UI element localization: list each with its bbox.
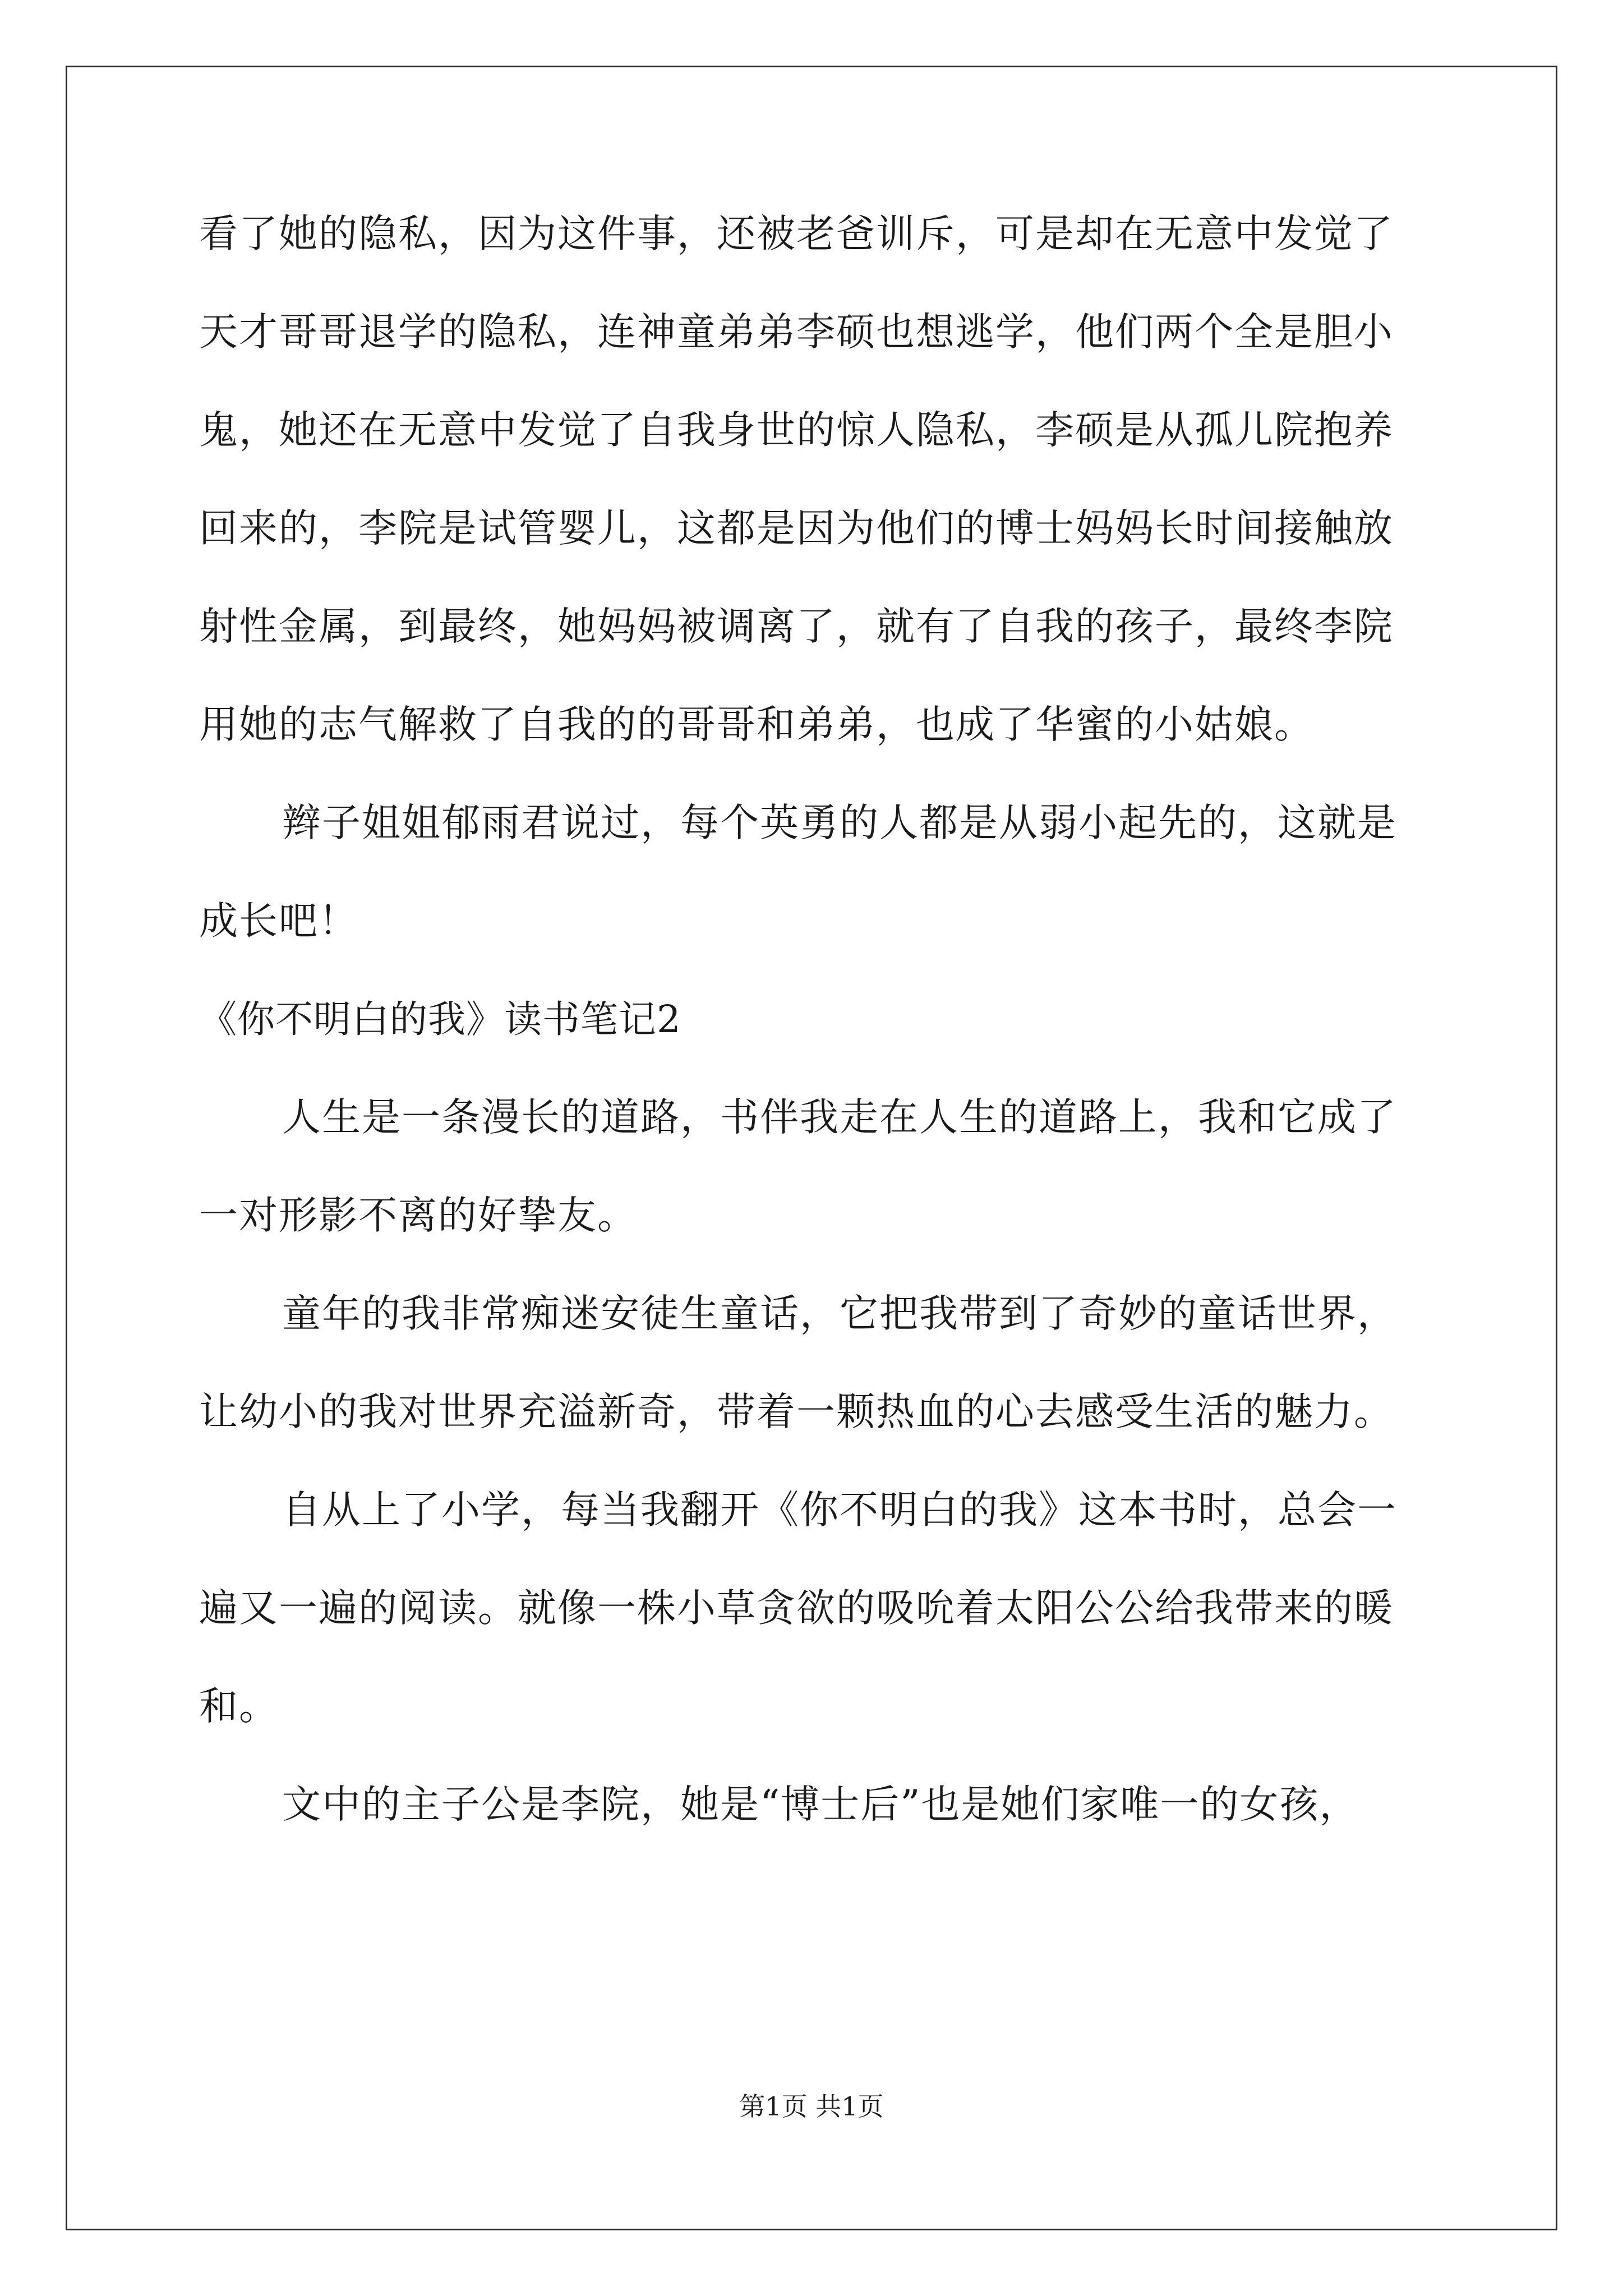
paragraph-first-line: 童年的我非常痴迷安徒生童话，它把我带到了奇妙的童话世界， — [282, 1291, 1397, 1336]
text-line: 天才哥哥退学的隐私，连神童弟弟李硕也想逃学，他们两个全是胆小 — [199, 310, 1394, 355]
text-line: 射性金属，到最终，她妈妈被调离了，就有了自我的孩子，最终李院 — [199, 604, 1394, 649]
text-line: 回来的，李院是试管婴儿，这都是因为他们的博士妈妈长时间接触放 — [199, 506, 1394, 551]
text-line: 一对形影不离的好挚友。 — [199, 1193, 637, 1238]
text-line: 看了她的隐私，因为这件事，还被老爸训斥，可是却在无意中发觉了 — [199, 211, 1394, 256]
text-line: 让幼小的我对世界充溢新奇，带着一颗热血的心去感受生活的魅力。 — [199, 1389, 1394, 1434]
text-line: 鬼，她还在无意中发觉了自我身世的惊人隐私，李硕是从孤儿院抱养 — [199, 408, 1394, 453]
text-line: 遍又一遍的阅读。就像一株小草贪欲的吸吮着太阳公公给我带来的暖 — [199, 1586, 1394, 1631]
paragraph-first-line: 人生是一条漫长的道路，书伴我走在人生的道路上，我和它成了 — [282, 1095, 1397, 1140]
text-line: 用她的志气解救了自我的的哥哥和弟弟，也成了华蜜的小姑娘。 — [199, 702, 1314, 747]
paragraph-first-line: 自从上了小学，每当我翻开《你不明白的我》这本书时，总会一 — [282, 1488, 1397, 1533]
page-number-footer: 第1页 共1页 — [739, 2091, 884, 2122]
section-heading: 《你不明白的我》读书笔记2 — [199, 997, 681, 1041]
document-body — [199, 185, 1455, 1854]
text-line: 成长吧！ — [199, 899, 358, 944]
paragraph-first-line: 辫子姐姐郁雨君说过，每个英勇的人都是从弱小起先的，这就是 — [282, 800, 1397, 845]
text-line: 和。 — [199, 1684, 279, 1729]
paragraph-first-line: 文中的主子公是李院，她是“博士后”也是她们家唯一的女孩， — [282, 1782, 1359, 1827]
